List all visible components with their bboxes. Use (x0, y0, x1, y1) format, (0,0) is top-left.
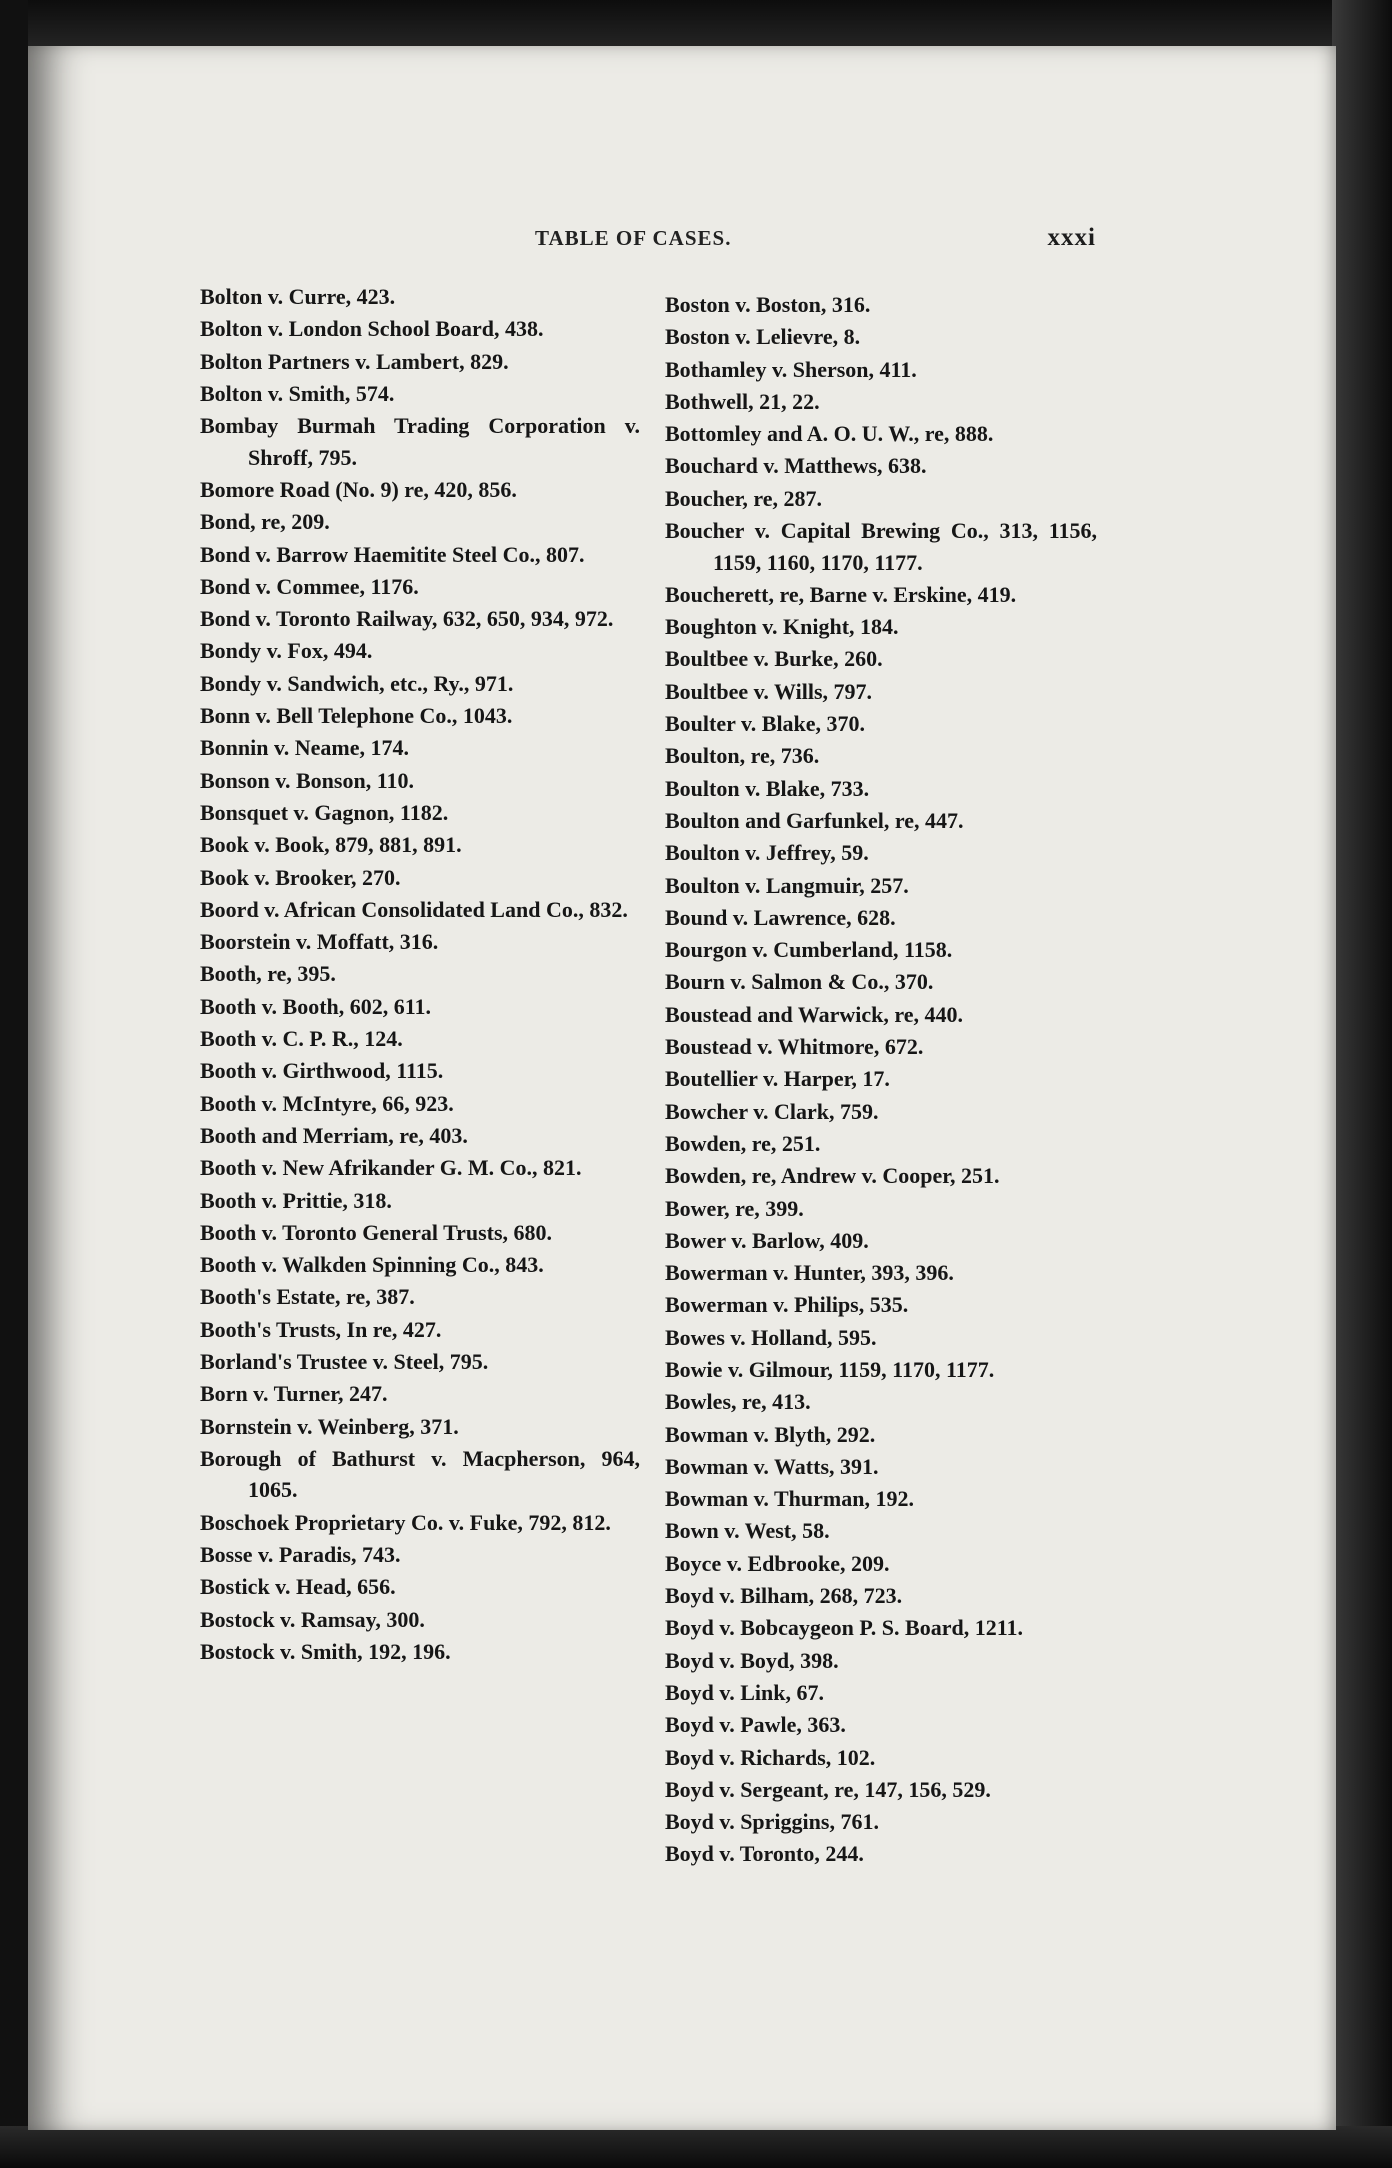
case-entry: Booth v. McIntyre, 66, 923. (200, 1090, 454, 1116)
case-entry: Book v. Book, 879, 881, 891. (200, 832, 462, 858)
case-entry: Bower, re, 399. (665, 1195, 804, 1221)
case-entry: Bolton v. London School Board, 438. (200, 316, 544, 342)
case-entry: Boucher v. Capital Brewing Co., 313, 1156, 1159, 1160, 1170, 1177. (665, 518, 1097, 575)
scanner-frame-bottom (0, 2126, 1392, 2168)
case-entry: Boulton v. Langmuir, 257. (665, 872, 909, 898)
running-head: TABLE OF CASES. (535, 226, 732, 250)
case-entry: Boston v. Boston, 316. (665, 292, 871, 317)
page-number: xxxi (1047, 224, 1096, 251)
case-entry: Booth and Merriam, re, 403. (200, 1122, 468, 1148)
case-entry: Boyd v. Sergeant, re, 147, 156, 529. (665, 1776, 991, 1802)
case-entry: Boulter v. Blake, 370. (665, 711, 866, 737)
case-entry: Bowman v. Watts, 391. (665, 1453, 879, 1479)
case-entry: Boucherett, re, Barne v. Erskine, 419. (665, 581, 1017, 607)
left-column (200, 281, 640, 1668)
case-entry: Bosse v. Paradis, 743. (200, 1541, 401, 1567)
case-entry: Boyd v. Richards, 102. (665, 1744, 876, 1770)
case-entry: Bostock v. Smith, 192, 196. (200, 1638, 451, 1664)
case-entry: Boulton and Garfunkel, re, 447. (665, 807, 964, 833)
case-entry: Bowden, re, Andrew v. Cooper, 251. (665, 1163, 1000, 1189)
case-entry: Boord v. African Consolidated Land Co., 832. (200, 896, 628, 922)
case-entry: Boustead and Warwick, re, 440. (665, 1001, 964, 1027)
case-entry: Bostick v. Head, 656. (200, 1574, 396, 1600)
case-entry: Bond v. Commee, 1176. (200, 573, 419, 599)
case-entry: Booth v. C. P. R., 124. (200, 1026, 403, 1052)
case-entry: Bond v. Barrow Haemitite Steel Co., 807. (200, 541, 585, 567)
case-entry: Boughton v. Knight, 184. (665, 614, 899, 640)
case-entry: Booth, re, 395. (200, 961, 336, 987)
case-entry: Bondy v. Fox, 494. (200, 638, 373, 664)
right-column (665, 289, 1097, 1871)
case-entry: Bowman v. Blyth, 292. (665, 1421, 876, 1447)
case-entry: Boultbee v. Burke, 260. (665, 646, 883, 672)
case-entry: Book v. Brooker, 270. (200, 864, 401, 890)
case-entry: Bourn v. Salmon & Co., 370. (665, 969, 934, 995)
scanner-frame-right (1332, 0, 1392, 2168)
case-entry: Bonnin v. Neame, 174. (200, 735, 410, 761)
case-entry: Bowcher v. Clark, 759. (665, 1098, 879, 1124)
case-entry: Bowie v. Gilmour, 1159, 1170, 1177. (665, 1357, 995, 1382)
case-entry: Boulton v. Blake, 733. (665, 775, 870, 801)
case-entry: Bolton v. Smith, 574. (200, 380, 395, 406)
case-entry: Booth's Trusts, In re, 427. (200, 1316, 442, 1342)
case-entry: Bowman v. Thurman, 192. (665, 1486, 914, 1512)
scanner-frame-left (0, 0, 28, 2168)
case-entry: Boyce v. Edbrooke, 209. (665, 1550, 890, 1576)
case-entry: Booth v. Walkden Spinning Co., 843. (200, 1252, 544, 1278)
case-entry: Bond v. Toronto Railway, 632, 650, 934, 972. (200, 606, 614, 632)
case-entry: Bowerman v. Philips, 535. (665, 1292, 909, 1318)
case-entry: Boucher, re, 287. (665, 485, 823, 511)
case-entry: Boultbee v. Wills, 797. (665, 678, 873, 704)
case-entry: Bonn v. Bell Telephone Co., 1043. (200, 703, 513, 729)
case-entry: Boschoek Proprietary Co. v. Fuke, 792, 812. (200, 1509, 611, 1535)
case-entry: Bondy v. Sandwich, etc., Ry., 971. (200, 670, 514, 696)
case-entry: Boyd v. Boyd, 398. (665, 1647, 839, 1673)
case-entry: Bowles, re, 413. (665, 1389, 811, 1415)
case-entry: Bourgon v. Cumberland, 1158. (665, 937, 953, 963)
case-entry: Bowerman v. Hunter, 393, 396. (665, 1260, 954, 1286)
case-entry: Bombay Burmah Trading Corporation v. Shroff, 795. (200, 413, 640, 470)
case-entry: Booth v. Booth, 602, 611. (200, 993, 432, 1019)
case-entry: Bostock v. Ramsay, 300. (200, 1606, 425, 1632)
case-entry: Bonsquet v. Gagnon, 1182. (200, 799, 449, 825)
case-entry: Bowden, re, 251. (665, 1130, 821, 1156)
case-entry: Bomore Road (No. 9) re, 420, 856. (200, 476, 517, 502)
case-entry: Bond, re, 209. (200, 509, 330, 535)
case-entry: Borough of Bathurst v. Macpherson, 964, 1065. (200, 1445, 640, 1503)
case-entry: Bown v. West, 58. (665, 1518, 830, 1544)
case-entry: Bouchard v. Matthews, 638. (665, 453, 927, 479)
page-header (190, 226, 1096, 266)
case-entry: Bothamley v. Sherson, 411. (665, 356, 917, 382)
case-entry: Boyd v. Bobcaygeon P. S. Board, 1211. (665, 1615, 1023, 1641)
case-entry: Boyd v. Spriggins, 761. (665, 1809, 879, 1835)
case-entry: Bound v. Lawrence, 628. (665, 904, 896, 930)
case-entry: Bower v. Barlow, 409. (665, 1227, 869, 1253)
case-entry: Boston v. Lelievre, 8. (665, 324, 861, 350)
case-entry: Borland's Trustee v. Steel, 795. (200, 1349, 489, 1374)
case-entry: Boyd v. Link, 67. (665, 1679, 824, 1705)
case-entry: Booth v. Prittie, 318. (200, 1187, 392, 1213)
case-entry: Boustead v. Whitmore, 672. (665, 1034, 924, 1060)
case-entry: Booth v. Toronto General Trusts, 680. (200, 1219, 553, 1245)
case-entry: Boyd v. Pawle, 363. (665, 1712, 846, 1738)
case-entry: Booth v. Girthwood, 1115. (200, 1058, 444, 1084)
case-entry: Boulton v. Jeffrey, 59. (665, 840, 869, 866)
case-entry: Boyd v. Toronto, 244. (665, 1841, 864, 1867)
case-entry: Boyd v. Bilham, 268, 723. (665, 1583, 903, 1609)
case-entry: Bolton Partners v. Lambert, 829. (200, 348, 509, 374)
case-entry: Boutellier v. Harper, 17. (665, 1066, 890, 1092)
case-entry: Bothwell, 21, 22. (665, 388, 820, 414)
case-entry: Booth's Estate, re, 387. (200, 1284, 415, 1310)
case-entry: Booth v. New Afrikander G. M. Co., 821. (200, 1155, 582, 1181)
case-entry: Bottomley and A. O. U. W., re, 888. (665, 421, 994, 447)
case-entry: Bolton v. Curre, 423. (200, 284, 396, 309)
case-entry: Bonson v. Bonson, 110. (200, 767, 414, 793)
case-entry: Born v. Turner, 247. (200, 1381, 388, 1407)
case-entry: Bornstein v. Weinberg, 371. (200, 1413, 459, 1439)
case-entry: Boorstein v. Moffatt, 316. (200, 929, 439, 955)
case-entry: Bowes v. Holland, 595. (665, 1324, 877, 1350)
case-entry: Boulton, re, 736. (665, 743, 820, 769)
